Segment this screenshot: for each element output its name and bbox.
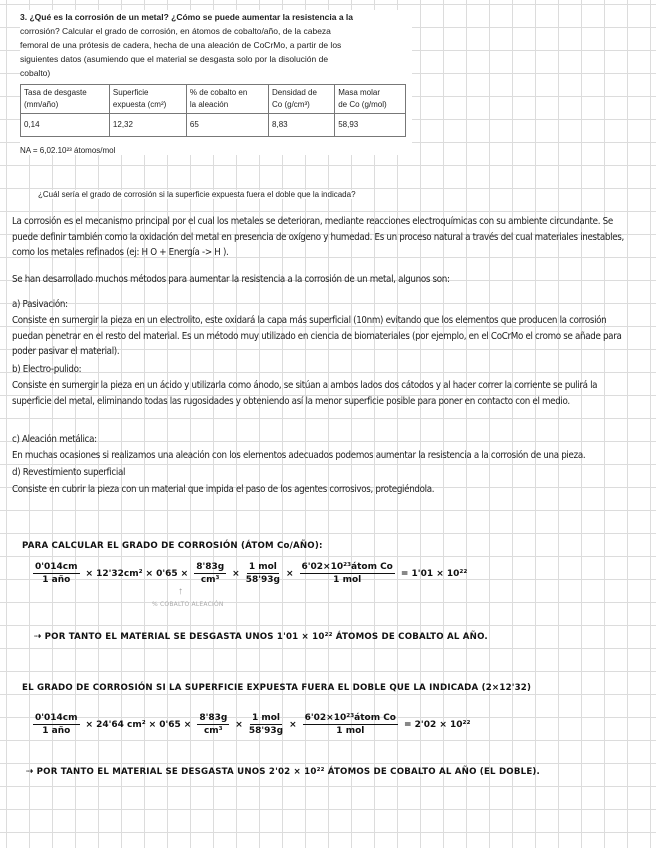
numerator: 1 mol [251,713,280,723]
method-d-text: Consiste en cubrir la pieza con un material que impida el paso de los agentes corrosivos, protegiéndola. [12,484,435,495]
header-unit: Co (g/cm³) [272,100,310,109]
fraction [33,713,80,736]
denominator: 58'93g [248,726,284,736]
table-cell: 65 [186,114,268,137]
table-header [186,85,268,114]
times-sign: × [235,719,243,730]
term: 0'65 [159,719,181,730]
times-sign: × [85,568,94,579]
denominator: 1 año [42,726,71,736]
table-cell: 0,14 [21,114,110,137]
conclusion-1: ⇢ POR TANTO EL MATERIAL SE DESGASTA UNOS 1'01 × 10²² ÁTOMOS DE COBALTO AL AÑO. [34,632,488,642]
fraction [246,562,280,585]
times-sign: × [85,719,94,730]
header-text: Superficie [112,88,149,97]
result: = 1'01 × 10²² [400,568,468,579]
fraction [194,562,226,585]
fraction [249,713,283,736]
term: 0'65 [156,568,178,579]
numerator: 6'02×10²³átom Co [301,562,393,572]
result: = 2'02 × 10²² [404,719,471,730]
method-b-title: b) Electro-pulido: [12,364,82,375]
calc-heading-2: EL GRADO DE CORROSIÓN SI LA SUPERFICIE EXPUESTA FUERA EL DOBLE QUE LA INDICADA (2×12'32) [22,683,532,693]
denominator: cm³ [203,726,223,736]
term: 24'64 cm² [96,719,146,730]
equation-2 [30,713,473,736]
header-unit: de Co (g/mol) [338,100,387,109]
question-line-1: corrosión? Calcular el grado de corrosión, en átomos de cobalto/año, de la cabeza [20,26,331,36]
followup-question: ¿Cuál sería el grado de corrosión si la superficie expuesta fuera el doble que la indicada? [38,190,356,199]
table-header [335,85,406,114]
fraction [197,713,229,736]
times-sign: × [285,568,294,579]
answer-paragraph-1: La corrosión es el mecanismo principal por el cual los metales se deterioran, mediante reacciones electroquímicas con su ambiente circundante. Se puede definir también como la oxidación del metal en presencia de oxígeno y humedad. Es un proceso natural a través del cual materiales inestables, como los metales refinados (ej: H O + Energía -> H ). [12,216,624,258]
table-cell: 8,83 [269,114,335,137]
equation-1 [30,562,470,585]
times-sign: × [232,568,240,579]
numerator: 6'02×10²³átom Co [304,713,396,723]
header-unit: expuesta (cm²) [112,100,167,109]
denominator: cm³ [200,575,220,585]
fraction [303,713,398,736]
calc-heading: PARA CALCULAR EL GRADO DE CORROSIÓN (ÁTOM Co/AÑO): [22,541,323,551]
method-a-text: Consiste en sumergir la pieza en un electrolito, este oxidará la capa más superficial (10nm) evitando que los elementos que producen la corrosión puedan penetrar en el resto del material. Es un método muy utilizado en ciencia de biomateriales (por ejemplo, en el CoCrMo el cromo se añade para poder pasivar el material). [12,315,622,357]
term: 12'32cm² [96,568,143,579]
question-line-0: 3. ¿Qué es la corrosión de un metal? ¿Cómo se puede aumentar la resistencia a la [20,12,354,22]
question-line-4: cobalto) [20,68,51,78]
question-text [20,10,412,80]
header-unit: (mm/año) [24,100,59,109]
up-arrow-icon: ↑ [178,586,183,597]
header-text: % de cobalto en [189,88,248,97]
table-cell: 12,32 [109,114,186,137]
denominator: 1 mol [336,726,365,736]
denominator: 1 mol [333,575,362,585]
header-text: Densidad de [272,88,317,97]
times-sign: × [180,568,189,579]
fraction [33,562,80,585]
method-a-title: a) Pasivación: [12,299,68,310]
table-header [21,85,110,114]
header-text: Tasa de desgaste [24,88,87,97]
table-header [109,85,186,114]
numerator: 1 mol [248,562,277,572]
times-sign: × [289,719,297,730]
question-block [20,10,412,155]
method-b-text: Consiste en sumergir la pieza en un ácido y utilizarla como ánodo, se sitúan a ambos lados dos cátodos y al hacer correr la corriente se pulirá la superficie del metal, eliminando todas las rugosidades y obteniendo así la menor superficie posible para poner en contacto con el medio. [12,380,598,407]
table-header [269,85,335,114]
fraction [300,562,395,585]
denominator: 1 año [42,575,71,585]
conclusion-2: ⇢ POR TANTO EL MATERIAL SE DESGASTA UNOS 2'02 × 10²² ÁTOMOS DE COBALTO AL AÑO (EL DOBLE). [26,767,541,777]
table-row [21,114,406,137]
method-c-title: c) Aleación metálica: [12,434,97,445]
avogadro-line: NA = 6,02.10²³ átomos/mol [20,146,116,155]
times-sign: × [145,568,154,579]
data-table [20,84,406,137]
numerator: 0'014cm [35,713,78,723]
times-sign: × [148,719,157,730]
times-sign: × [183,719,192,730]
header-text: Masa molar [338,88,381,97]
question-line-3: siguientes datos (asumiendo que el material se desgasta solo por la disolución de [20,54,329,64]
numerator: 8'83g [199,713,228,723]
table-cell: 58,93 [335,114,406,137]
question-line-2: femoral de una prótesis de cadera, hecha de una aleación de CoCrMo, a partir de los [20,40,342,50]
method-d-title: d) Revestimiento superficial [12,467,126,478]
method-c-text: En muchas ocasiones si realizamos una aleación con los elementos adecuados podemos aumentar la resistencia a la corrosión de una pieza. [12,450,586,461]
numerator: 0'014cm [35,562,78,572]
header-unit: la aleación [189,100,229,109]
denominator: 58'93g [245,575,280,585]
annotation-note: % COBALTO ALEACIÓN [152,601,224,608]
numerator: 8'83g [196,562,225,572]
table-header-row [21,85,406,114]
answer-paragraph-2: Se han desarrollado muchos métodos para aumentar la resistencia a la corrosión de un metal, algunos son: [12,274,450,285]
